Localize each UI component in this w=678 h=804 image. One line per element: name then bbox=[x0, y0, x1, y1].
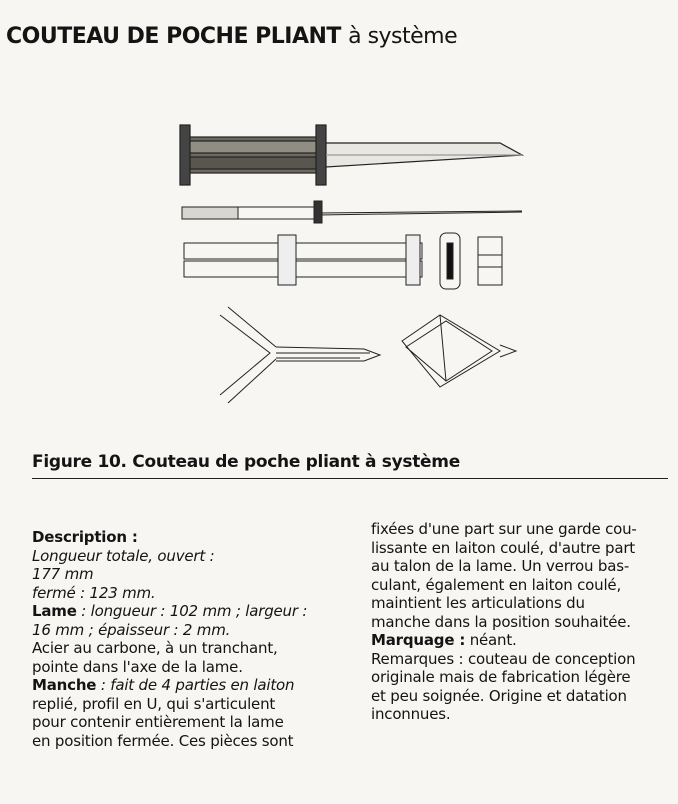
remarques-line: Remarques : couteau de conception bbox=[371, 649, 636, 668]
figure-caption: Figure 10. Couteau de poche pliant à système bbox=[32, 452, 668, 479]
desc-line: 177 mm bbox=[32, 565, 94, 583]
manche-line: en position fermée. Ces pièces sont bbox=[32, 731, 294, 750]
description-right-column bbox=[371, 520, 671, 724]
desc-line: au talon de la lame. Un verrou bas- bbox=[371, 557, 630, 575]
page-title bbox=[6, 24, 457, 49]
acier-line: pointe dans l'axe de la lame. bbox=[32, 657, 243, 676]
knife-folding-diagram-left bbox=[220, 307, 380, 403]
knife-folding-diagram-right bbox=[402, 315, 516, 387]
title-light: à système bbox=[348, 24, 458, 49]
desc-line: fermé : 123 mm. bbox=[32, 583, 156, 602]
remarques-line: originale mais de fabrication légère bbox=[371, 668, 631, 686]
desc-line: manche dans la position souhaitée. bbox=[371, 612, 631, 631]
remarques-line: inconnues. bbox=[371, 705, 451, 723]
knife-closed-view bbox=[184, 233, 502, 289]
knife-side-view bbox=[182, 201, 522, 223]
manche-line: pour contenir entièrement la lame bbox=[32, 713, 284, 731]
desc-line: lissante en laiton coulé, d'autre part bbox=[371, 538, 635, 557]
knife-open-view bbox=[180, 125, 522, 185]
lame-line: 16 mm ; épaisseur : 2 mm. bbox=[32, 620, 231, 639]
marquage-line: Marquage : néant. bbox=[371, 631, 517, 649]
desc-line: fixées d'une part sur une garde cou- bbox=[371, 520, 637, 538]
remarques-line: et peu soignée. Origine et datation bbox=[371, 686, 627, 705]
description-heading: Description : bbox=[32, 528, 138, 546]
description-left-column bbox=[32, 528, 352, 750]
desc-line: Longueur totale, ouvert : bbox=[32, 546, 215, 565]
lame-line: Lame : longueur : 102 mm ; largeur : bbox=[32, 602, 308, 620]
desc-line: maintient les articulations du bbox=[371, 594, 585, 612]
manche-line: Manche : fait de 4 parties en laiton bbox=[32, 676, 295, 694]
acier-line: Acier au carbone, à un tranchant, bbox=[32, 639, 278, 657]
title-bold: COUTEAU DE POCHE PLIANT bbox=[6, 24, 341, 49]
knife-illustration bbox=[170, 115, 550, 415]
desc-line: culant, également en laiton coulé, bbox=[371, 575, 622, 594]
manche-line: replié, profil en U, qui s'articulent bbox=[32, 694, 276, 713]
